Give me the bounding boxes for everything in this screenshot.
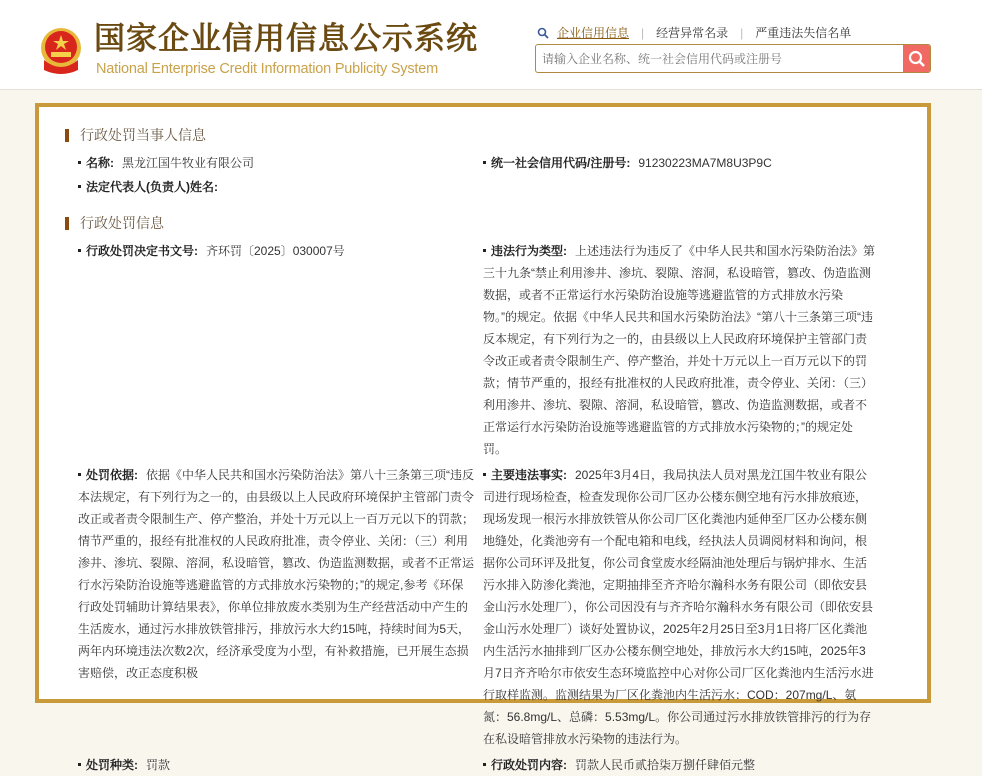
top-nav	[537, 25, 851, 41]
logo-title-en: National Enterprise Credit Information Publicity System	[96, 61, 438, 77]
field-penalty-basis	[78, 464, 483, 754]
nav-serious-violations-list[interactable]: 严重违法失信名单	[755, 26, 852, 40]
nav-abnormal-operations-list[interactable]: 经营异常名录	[656, 26, 729, 40]
detail-panel	[35, 103, 931, 772]
field-main-facts	[483, 464, 883, 754]
field-label: 名称:	[86, 156, 114, 170]
field-value: 罚款	[146, 758, 171, 772]
field-label: 法定代表人(负责人)姓名:	[86, 180, 218, 194]
field-value: 上述违法行为违反了《中华人民共和国水污染防治法》第三十九条“禁止利用渗井、渗坑、裂隙、溶洞，私设暗管，篡改、伪造监测数据，或者不正常运行水污染防治设施等逃避监管的方式排放水污染物。”的规定。依据《中华人民共和国水污染防治法》“第八十三条第三项“违反本规定，有下列行为之一的，由县级以上人民政府环境保护主管部门责令改正或者责令限制生产、停产整治，并处十万元以上一百万元以下的罚款；情节严重的，报经有批准权的人民政府批准，责令停业、关闭：（三）利用渗井、渗坑、裂隙、溶洞，私设暗管，篡改、伪造监测数据，或者不正常运行水污染防治设施等逃避监管的方式排放水污染物的；”的规定处罚。	[483, 244, 876, 456]
logo-title-cn: 国家企业信用信息公示系统	[94, 21, 478, 57]
section-title-text: 行政处罚当事人信息	[80, 127, 206, 143]
national-emblem-icon	[36, 26, 86, 76]
field-penalty-kind	[78, 754, 483, 776]
site-header	[0, 0, 982, 90]
divider: |	[641, 26, 645, 40]
field-value: 黑龙江国牛牧业有限公司	[122, 156, 255, 170]
field-value: 依据《中华人民共和国水污染防治法》第八十三条第三项“违反本法规定，有下列行为之一的，由县级以上人民政府环境保护主管部门责令改正或者责令限制生产、停产整治，并处十万元以上一百万元以下的罚款；情节严重的，报经有批准权的人民政府批准，责令停业、关闭：（三）利用渗井、渗坑、裂隙、溶洞，私设暗管，篡改、伪造监测数据，或者不正常运行水污染防治设施等逃避监管的方式排放水污染物的；”的规定,参考《环保行政处罚辅助计算结果表》，你单位排放废水类别为生产经营活动中产生的生活废水，通过污水排放铁管排污，排放污水大约15吨，持续时间为5天，两年内环境违法次数2次，经济承受度为小型，有补救措施，已开展生态损害赔偿，改正态度积极	[78, 468, 475, 680]
field-label: 主要违法事实:	[491, 468, 567, 482]
field-value: 齐环罚〔2025〕030007号	[206, 244, 345, 258]
field-value: 罚款人民币贰拾柒万捌仟肆佰元整	[575, 758, 756, 772]
search-button[interactable]	[903, 45, 930, 72]
search-bar	[535, 44, 931, 73]
search-input[interactable]	[536, 45, 903, 72]
field-violation-type	[483, 240, 883, 464]
nav-enterprise-credit-info[interactable]: 企业信用信息	[557, 26, 630, 40]
field-label: 行政处罚决定书文号:	[86, 244, 198, 258]
divider: |	[740, 26, 744, 40]
field-credit-code	[483, 152, 883, 174]
field-label: 处罚依据:	[86, 468, 138, 482]
penalty-info-grid	[78, 240, 883, 776]
search-icon	[908, 50, 926, 68]
section-marker	[65, 129, 69, 142]
search-icon	[537, 27, 549, 39]
field-label: 统一社会信用代码/注册号:	[491, 156, 631, 170]
party-info-grid	[78, 152, 883, 198]
field-legal-rep	[78, 176, 483, 198]
field-value: 2025年3月4日，我局执法人员对黑龙江国牛牧业有限公司进行现场检查，检查发现你公司厂区办公楼东侧空地有污水排放痕迹，现场发现一根污水排放铁管从你公司厂区化粪池内延伸至厂区办公楼东侧地缝处，化粪池旁有一个配电箱和电线，经执法人员调阅材料和询问，根据你公司环评及批复，你公司食堂废水经隔油池处理后与锅炉排水、生活污水排入防渗化粪池，定期抽排至齐齐哈尔瀚科水务有限公司（即依安县金山污水处理厂），你公司因没有与齐齐哈尔瀚科水务有限公司（即依安县金山污水处理厂）谈好处置协议，2025年2月25日至3月1日将厂区化粪池内生活污水抽排到厂区办公楼东侧空地处，排放污水大约15吨，2025年3月7日齐齐哈尔市依安生态环境监控中心对你公司厂区化粪池内生活污水进行取样监测。监测结果为厂区化粪池内生活污水：COD：207mg/L、氨氮：56.8mg/L、总磷：5.53mg/L。你公司通过污水排放铁管排污的行为存在私设暗管排放水污染物的违法行为。	[483, 468, 874, 746]
field-decision-number	[78, 240, 483, 464]
field-value: 91230223MA7M8U3P9C	[638, 156, 772, 170]
section-title-party-info	[65, 126, 206, 144]
section-title-text: 行政处罚信息	[80, 215, 164, 231]
field-penalty-content	[483, 754, 883, 776]
field-name	[78, 152, 483, 174]
field-label: 处罚种类:	[86, 758, 138, 772]
section-marker	[65, 217, 69, 230]
section-title-penalty-info	[65, 214, 164, 232]
field-label: 行政处罚内容:	[491, 758, 567, 772]
field-label: 违法行为类型:	[491, 244, 567, 258]
